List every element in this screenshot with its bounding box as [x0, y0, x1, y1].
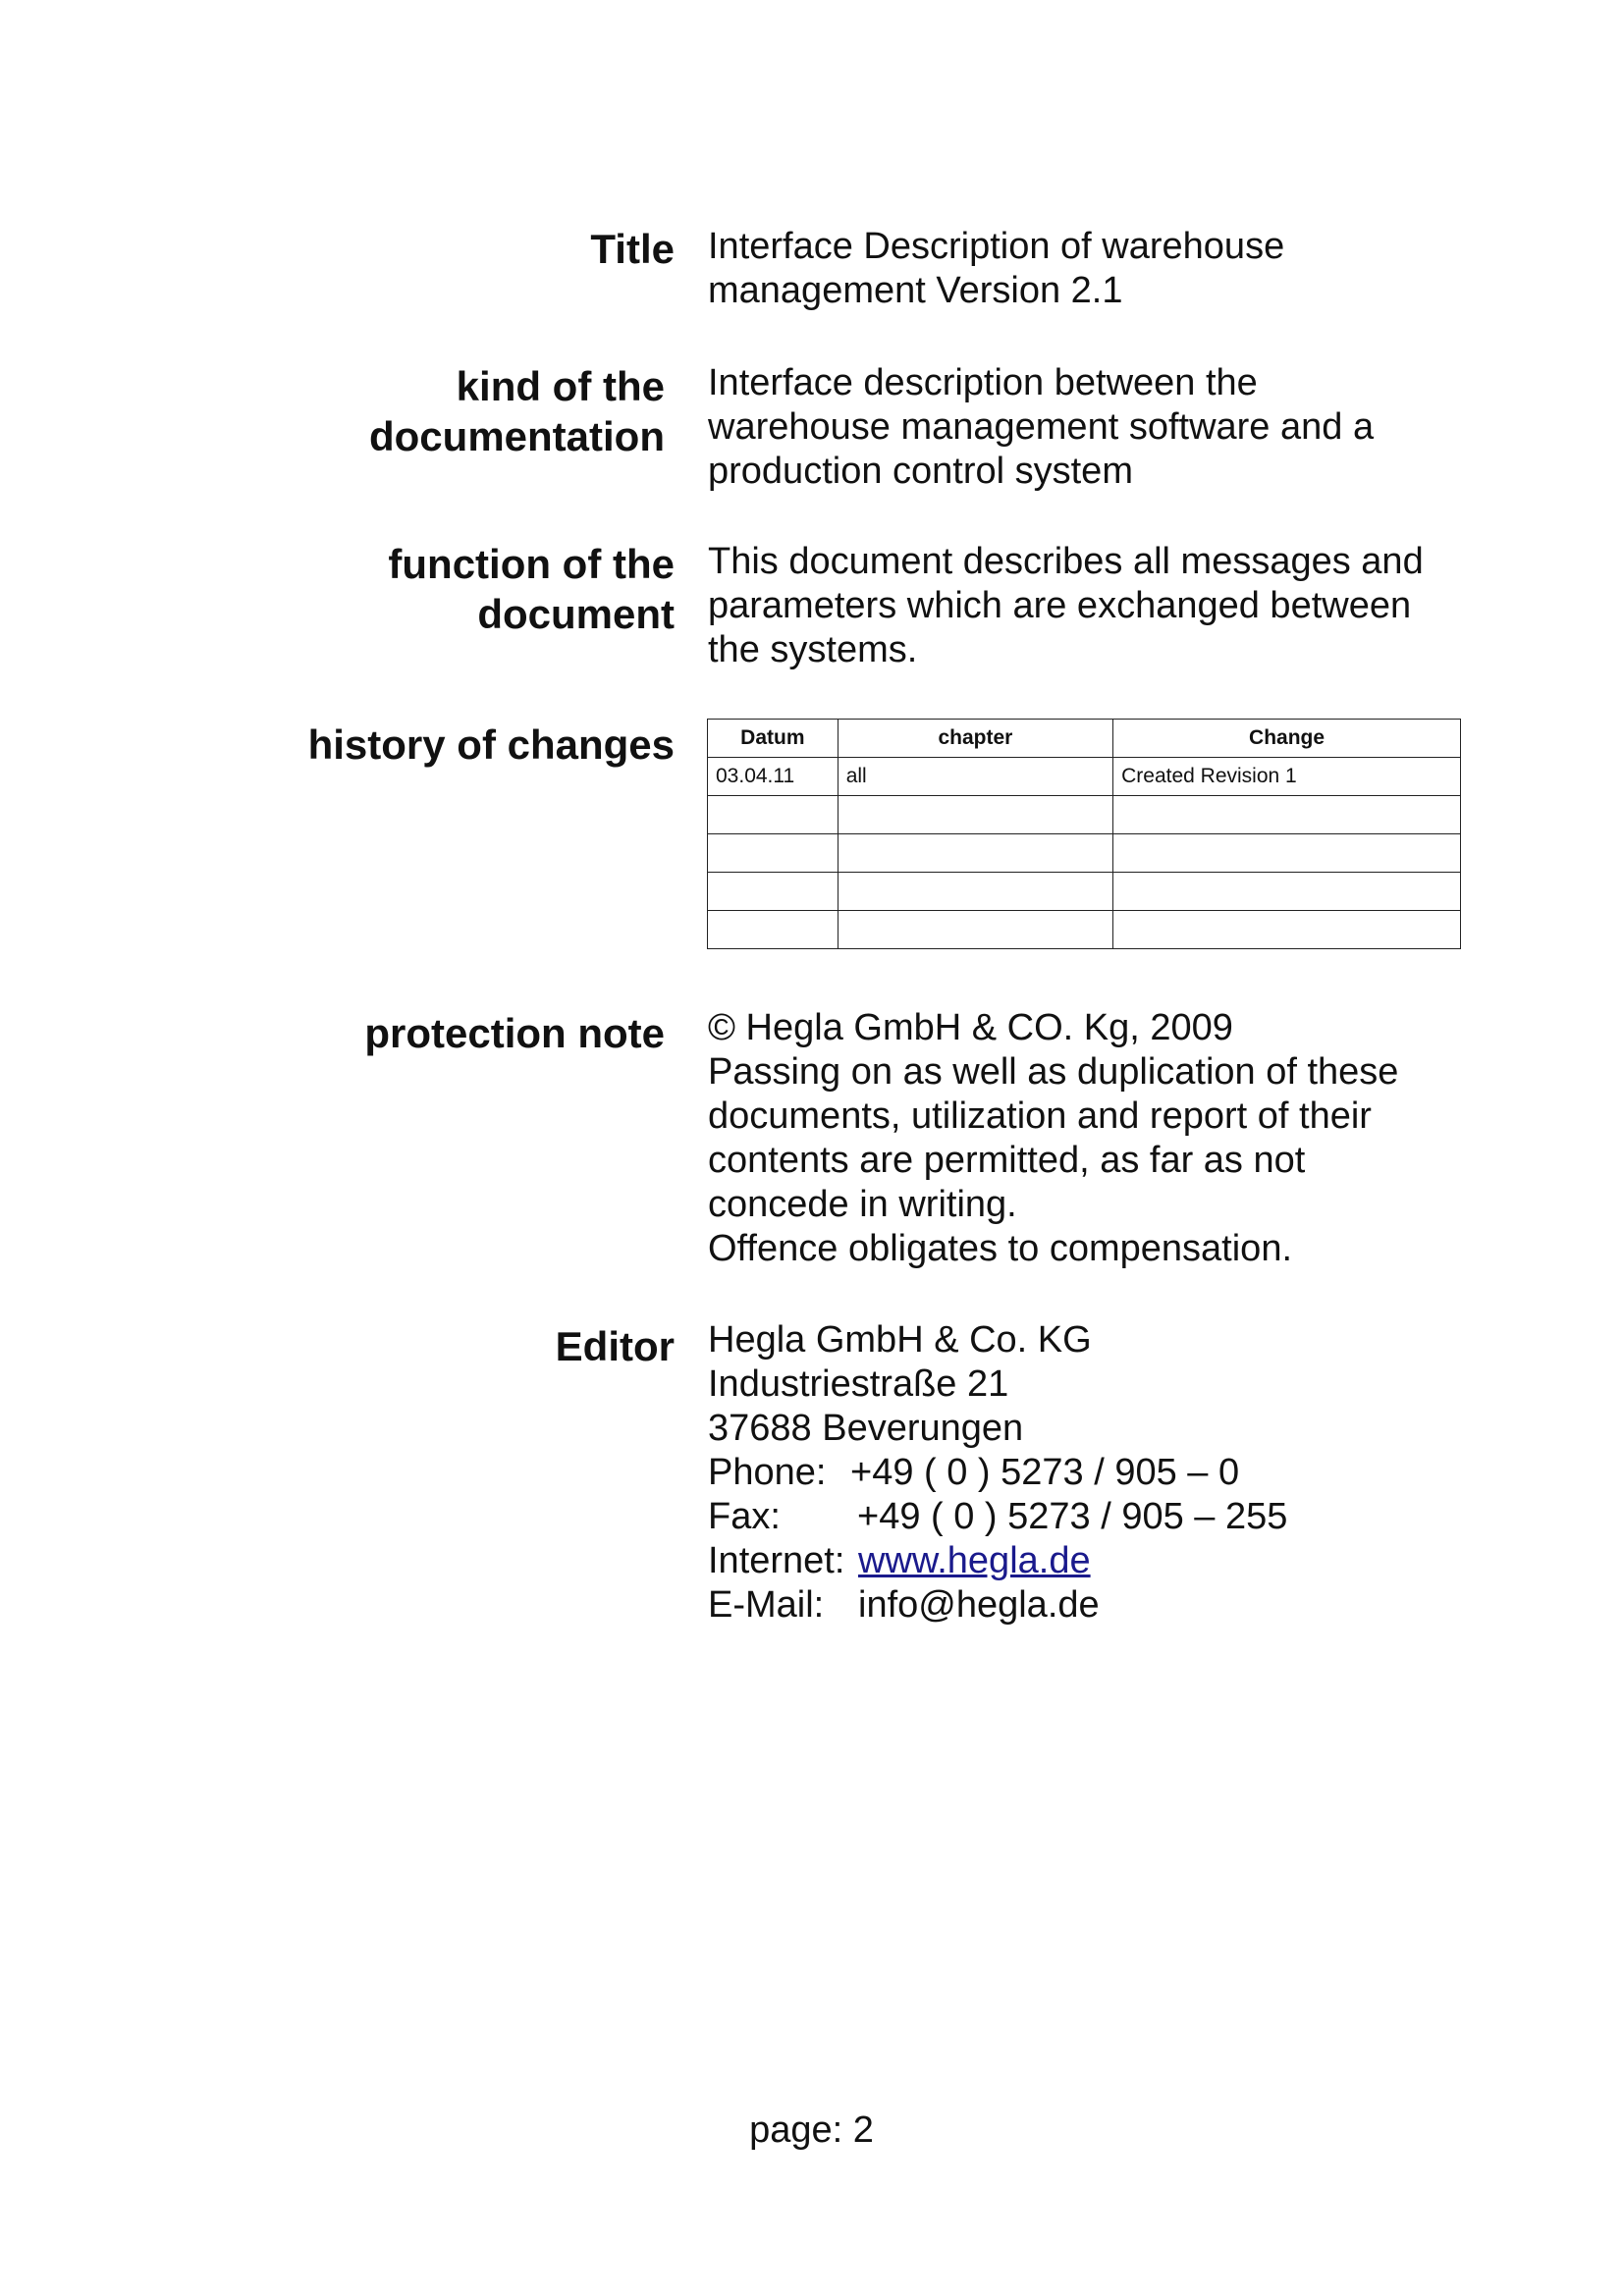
- history-cell-chapter: [838, 796, 1112, 834]
- history-cell-chapter: all: [838, 758, 1112, 796]
- fax-value: +49 ( 0 ) 5273 / 905 – 255: [857, 1496, 1288, 1537]
- title-value: Interface Description of warehouse management Version 2.1: [708, 226, 1285, 311]
- website-link[interactable]: www.hegla.de: [858, 1540, 1091, 1581]
- history-header-chapter: chapter: [838, 720, 1112, 758]
- history-header-row: [708, 720, 1461, 758]
- editor-phone-line: [708, 1451, 1287, 1495]
- history-of-changes-label: history of changes: [307, 721, 675, 768]
- editor-internet-line: [708, 1539, 1287, 1583]
- history-cell-datum: [708, 911, 839, 949]
- title-label: Title: [590, 226, 675, 272]
- editor-city: 37688 Beverungen: [708, 1408, 1024, 1449]
- function-of-document-label: function of the document: [388, 541, 675, 637]
- page-number: page: 2: [749, 2109, 874, 2151]
- history-cell-change: [1113, 911, 1461, 949]
- editor-street: Industriestraße 21: [708, 1363, 1009, 1405]
- editor-fax-line: [708, 1495, 1287, 1539]
- fax-label: Fax:: [708, 1496, 781, 1537]
- table-row: [708, 873, 1461, 911]
- protection-note-value: © Hegla GmbH & CO. Kg, 2009 Passing on as well as duplication of these documents, utilization and report of their contents are permitted, as far as not concede in writing. Offence obligates to compensation.: [708, 1007, 1399, 1269]
- phone-value: +49 ( 0 ) 5273 / 905 – 0: [850, 1452, 1240, 1493]
- history-cell-datum: [708, 834, 839, 873]
- editor-email-line: [708, 1583, 1287, 1628]
- history-cell-change: [1113, 873, 1461, 911]
- editor-label: Editor: [555, 1323, 675, 1369]
- history-cell-change: Created Revision 1: [1113, 758, 1461, 796]
- history-cell-change: [1113, 796, 1461, 834]
- history-table: [707, 719, 1461, 949]
- history-cell-chapter: [838, 873, 1112, 911]
- kind-of-documentation-value: Interface description between the warehouse management software and a production control system: [708, 362, 1375, 492]
- table-row: [708, 834, 1461, 873]
- history-cell-datum: [708, 796, 839, 834]
- email-value: info@hegla.de: [858, 1584, 1100, 1626]
- table-row: [708, 796, 1461, 834]
- phone-label: Phone:: [708, 1452, 827, 1493]
- table-row: [708, 911, 1461, 949]
- function-of-document-value: This document describes all messages and parameters which are exchanged between the systems.: [708, 541, 1424, 670]
- history-cell-datum: [708, 873, 839, 911]
- internet-label: Internet:: [708, 1540, 845, 1581]
- email-label: E-Mail:: [708, 1584, 825, 1626]
- history-cell-chapter: [838, 834, 1112, 873]
- protection-note-label: protection note: [364, 1010, 665, 1056]
- editor-address-block: [708, 1318, 1287, 1628]
- table-row: [708, 758, 1461, 796]
- history-cell-datum: 03.04.11: [708, 758, 839, 796]
- history-cell-change: [1113, 834, 1461, 873]
- history-header-datum: Datum: [708, 720, 839, 758]
- kind-of-documentation-label: kind of the documentation: [369, 363, 665, 459]
- history-header-change: Change: [1113, 720, 1461, 758]
- history-cell-chapter: [838, 911, 1112, 949]
- editor-company: Hegla GmbH & Co. KG: [708, 1319, 1092, 1361]
